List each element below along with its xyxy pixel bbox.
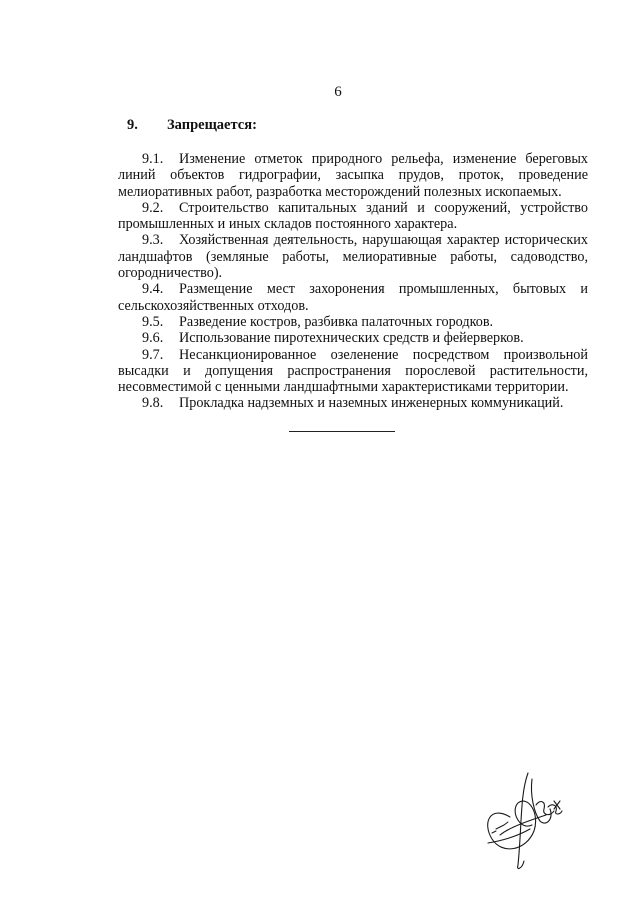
item-text: Хозяйственная деятельность, нарушающая характер исторических ландшафтов (земляные работы, мелиоративные работы, садоводство, огородничество). — [118, 232, 588, 282]
end-divider — [289, 431, 395, 432]
item-number: 9.4. — [142, 281, 164, 298]
signature-drawing — [470, 765, 580, 875]
handwritten-signature — [470, 765, 580, 875]
list-item — [118, 151, 588, 200]
list-item — [118, 330, 588, 346]
page-number: 6 — [334, 84, 342, 100]
prohibition-list — [118, 151, 588, 412]
item-number: 9.8. — [142, 395, 164, 412]
section-title: Запрещается: — [167, 117, 257, 133]
list-item — [118, 281, 588, 314]
section-number: 9. — [127, 117, 138, 133]
item-text: Разведение костров, разбивка палаточных городков. — [179, 313, 494, 330]
item-number: 9.3. — [142, 232, 164, 249]
item-number: 9.6. — [142, 330, 164, 347]
item-number: 9.2. — [142, 199, 164, 216]
item-text: Несанкционированное озеленение посредством произвольной высадки и допущения распространения порослевой растительности, несовместимой с ценными ландшафтными характеристиками территории. — [118, 346, 588, 396]
section-heading — [127, 117, 257, 134]
list-item — [118, 347, 588, 396]
item-text: Прокладка надземных и наземных инженерных коммуникаций. — [179, 395, 564, 412]
list-item — [118, 395, 588, 411]
list-item — [118, 200, 588, 233]
item-text: Строительство капитальных зданий и сооружений, устройство промышленных и иных складов постоянного характера. — [118, 199, 588, 233]
item-number: 9.7. — [142, 346, 164, 363]
item-number: 9.1. — [142, 151, 164, 167]
item-text: Использование пиротехнических средств и фейерверков. — [179, 330, 524, 347]
item-text: Изменение отметок природного рельефа, изменение береговых линий объектов гидрографии, засыпка прудов, проток, проведение мелиоративных работ, разработка месторождений полезных ископаемых. — [118, 151, 588, 200]
list-item — [118, 314, 588, 330]
item-number: 9.5. — [142, 313, 164, 330]
list-item — [118, 232, 588, 281]
item-text: Размещение мест захоронения промышленных, бытовых и сельскохозяйственных отходов. — [118, 281, 588, 314]
